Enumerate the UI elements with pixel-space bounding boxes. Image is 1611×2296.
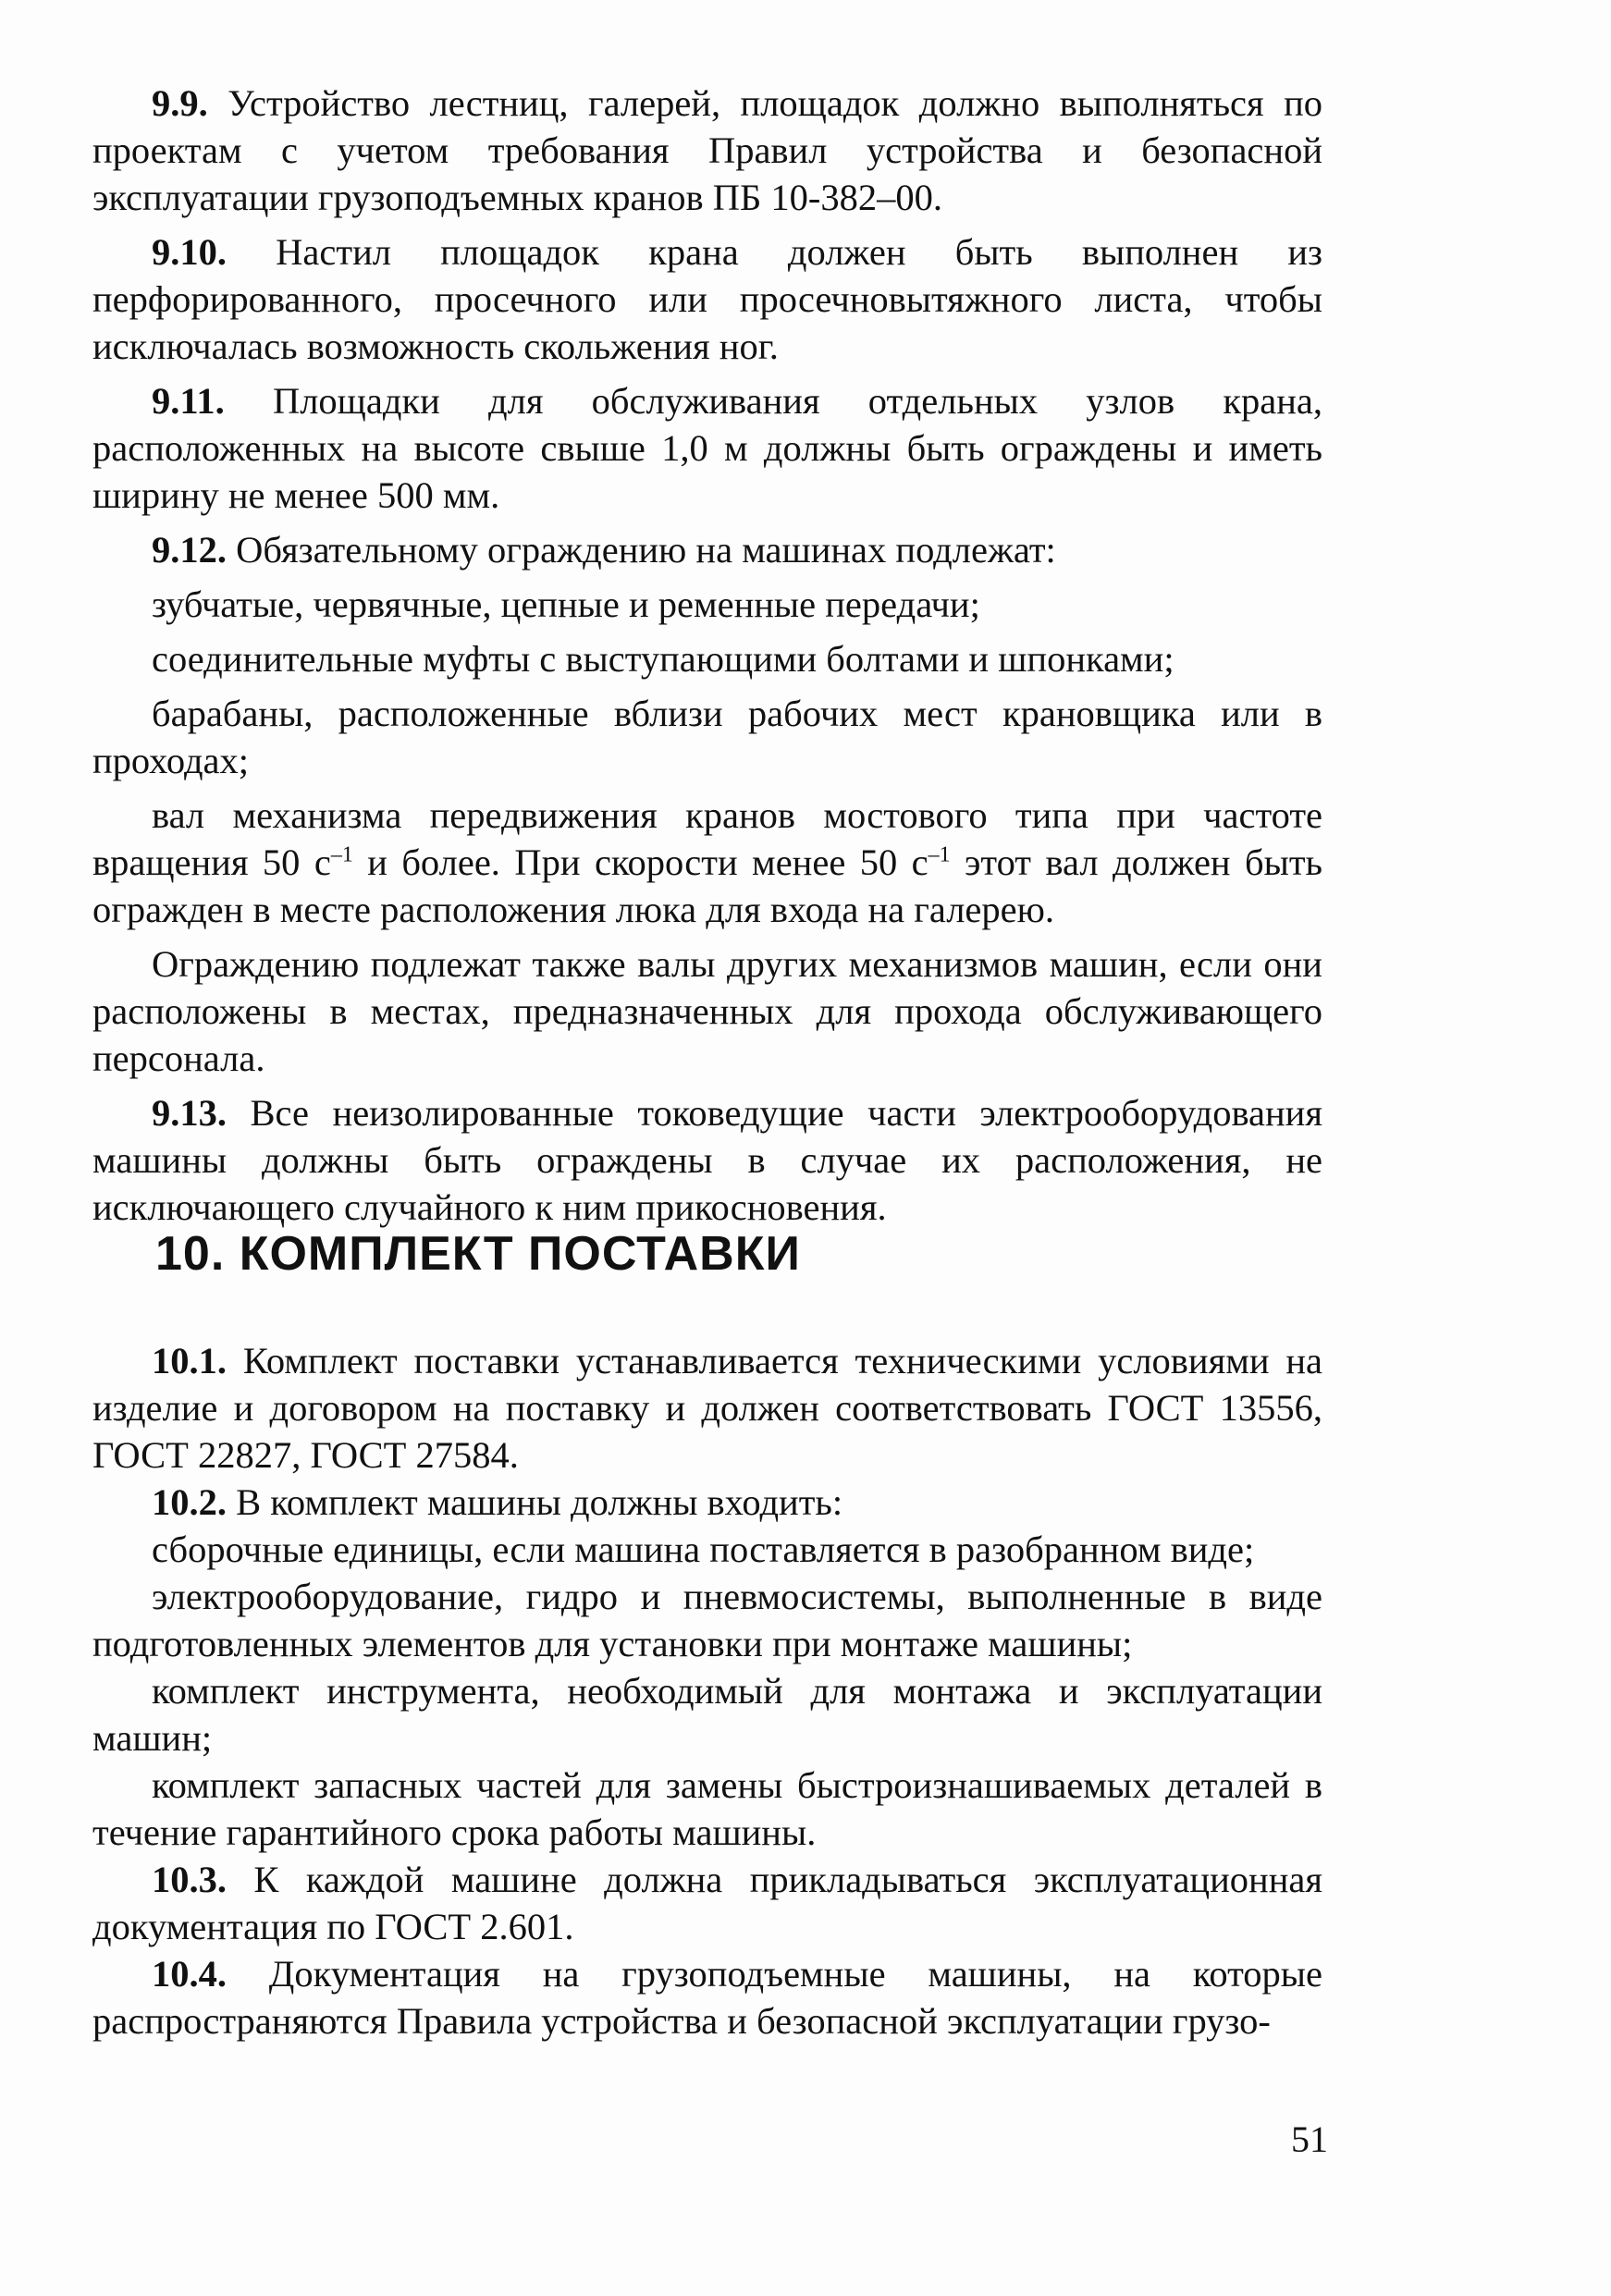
clause-text: Документация на грузоподъемные машины, на которые распространяются Правила устройства и безопасной эксплуатации грузо- (92, 1953, 1322, 2042)
clause-number: 9.12. (152, 529, 227, 571)
paragraph-9-12 (92, 526, 1322, 573)
paragraph-10-1 (92, 1337, 1322, 1479)
paragraph-guard: Ограждению подлежат также валы других механизмов машин, если они расположены в местах, предназначенных для прохода обслуживающего персонала. (92, 943, 1322, 1079)
list-item: комплект инструмента, необходимый для монтажа и эксплуатации машин; (92, 1670, 1322, 1759)
paragraph-9-11 (92, 377, 1322, 519)
paragraph-9-13 (92, 1089, 1322, 1231)
section-10-text (92, 1337, 1322, 2044)
paragraph-10-3 (92, 1856, 1322, 1950)
shaft-text-1: вал механизма передвижения кранов мостового типа при частоте вращения 50 с (92, 794, 1322, 883)
clause-text: Площадки для обслуживания отдельных узлов крана, расположенных на высоте свыше 1,0 м должны быть ограждены и иметь ширину не менее 500 мм. (92, 380, 1322, 516)
superscript: –1 (330, 842, 353, 867)
list-item: барабаны, расположенные вблизи рабочих мест крановщика или в проходах; (92, 693, 1322, 781)
clause-text: К каждой машине должна прикладываться эксплуатационная документация по ГОСТ 2.601. (92, 1859, 1322, 1947)
section-9-text (92, 80, 1322, 1231)
clause-text: Настил площадок крана должен быть выполнен из перфорированного, просечного или просечновытяжного листа, чтобы исключалась возможность скольжения ног. (92, 231, 1322, 367)
clause-number: 9.10. (152, 231, 227, 273)
shaft-text-3: этот вал должен быть огражден в месте расположения люка для входа на галерею. (92, 841, 1322, 930)
list-item: зубчатые, червячные, цепные и ременные передачи; (152, 583, 980, 625)
paragraph-9-10 (92, 228, 1322, 370)
list-item-shaft (92, 792, 1322, 933)
clause-number: 10.1. (152, 1340, 227, 1381)
list-item: сборочные единицы, если машина поставляется в разобранном виде; (152, 1529, 1255, 1570)
paragraph-10-2 (92, 1479, 1322, 1526)
clause-text: В комплект машины должны входить: (227, 1481, 843, 1523)
clause-text: Комплект поставки устанавливается техническими условиями на изделие и договором на поставку и должен соответствовать ГОСТ 13556, ГОСТ 22827, ГОСТ 27584. (92, 1340, 1322, 1476)
list-item: соединительные муфты с выступающими болтами и шпонками; (152, 638, 1174, 680)
paragraph-9-9 (92, 80, 1322, 221)
shaft-text-2: и более. При скорости менее 50 с (352, 841, 928, 883)
section-title: 10. КОМПЛЕКТ ПОСТАВКИ (155, 1227, 801, 1281)
clause-number: 9.13. (152, 1092, 227, 1134)
clause-number: 9.9. (152, 82, 208, 124)
clause-text: Все неизолированные токоведущие части электрооборудования машины должны быть ограждены в случае их расположения, не исключающего случайного к ним прикосновения. (92, 1092, 1322, 1228)
list-item: комплект запасных частей для замены быстроизнашиваемых деталей в течение гарантийного срока работы машины. (92, 1764, 1322, 1853)
clause-number: 10.2. (152, 1481, 227, 1523)
clause-text: Обязательному ограждению на машинах подлежат: (227, 529, 1056, 571)
list-item: электрооборудование, гидро и пневмосистемы, выполненные в виде подготовленных элементов для установки при монтаже машины; (92, 1576, 1322, 1664)
clause-number: 10.4. (152, 1953, 227, 1995)
superscript: –1 (928, 842, 951, 867)
clause-number: 9.11. (152, 380, 225, 422)
paragraph-10-4 (92, 1950, 1322, 2044)
clause-number: 10.3. (152, 1859, 227, 1900)
clause-text: Устройство лестниц, галерей, площадок должно выполняться по проектам с учетом требования Правил устройства и безопасной эксплуатации грузоподъемных кранов ПБ 10-382–00. (92, 82, 1322, 218)
page-number: 51 (1291, 2118, 1328, 2160)
